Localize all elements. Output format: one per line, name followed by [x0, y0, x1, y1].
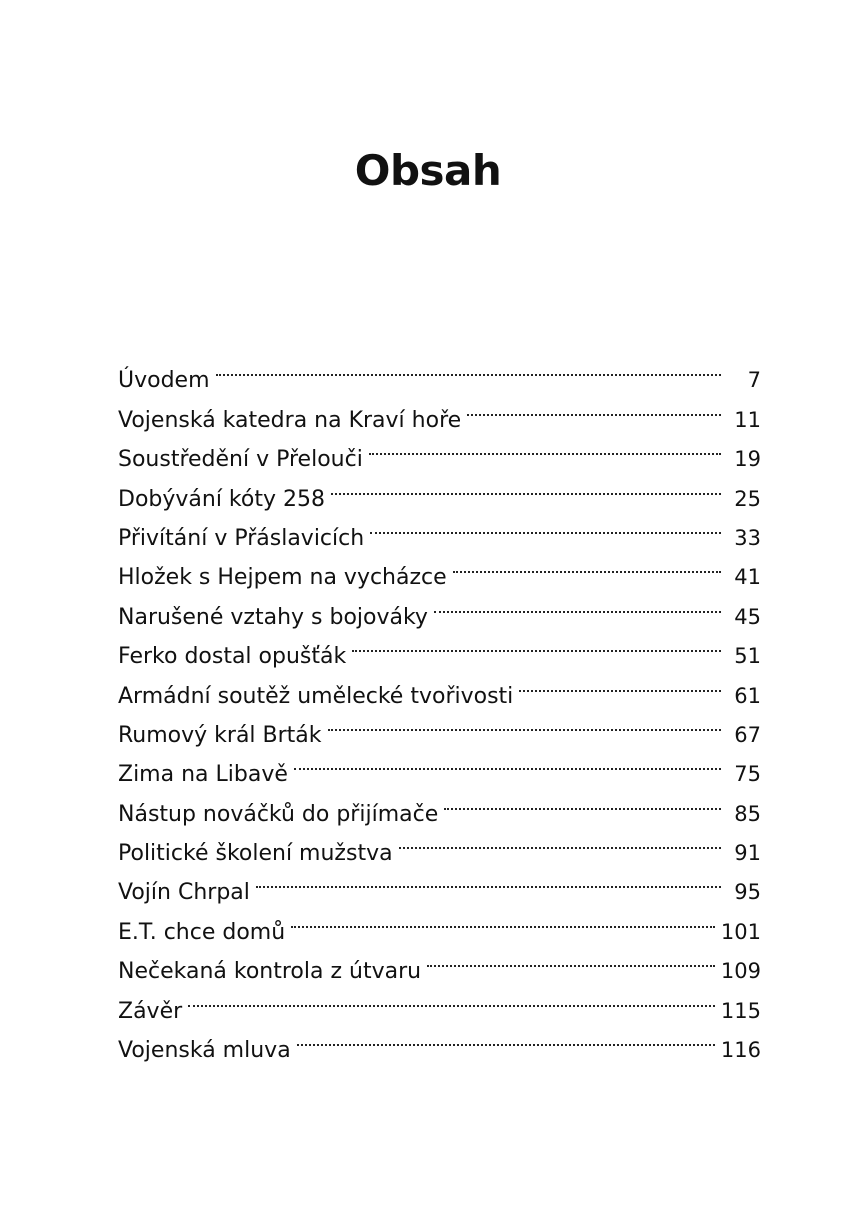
toc-dot-leader — [434, 584, 721, 623]
toc-entry-page: 25 — [734, 486, 761, 511]
toc-entry-page: 115 — [720, 998, 761, 1023]
toc-entry-title: Přivítání v Přáslavicích — [118, 525, 365, 551]
toc-entry-page: 67 — [734, 722, 761, 747]
toc-entry-page: 75 — [734, 762, 761, 787]
toc-entry-title: Dobývání kóty 258 — [118, 486, 325, 512]
toc-entry-title: Vojenská mluva — [118, 1038, 291, 1064]
toc-entry-page: 51 — [734, 644, 761, 669]
toc-entry-title: Narušené vztahy s bojováky — [118, 604, 428, 630]
toc-dot-leader — [453, 545, 721, 584]
toc-entry-page: 109 — [720, 959, 761, 984]
toc-entry-title: Úvodem — [118, 368, 210, 394]
toc-entry-title: Nástup nováčků do přijímače — [118, 801, 439, 827]
toc-dot-leader — [256, 860, 721, 899]
toc-entry-page: 85 — [734, 801, 761, 826]
toc-entry — [118, 1018, 761, 1064]
toc-dot-leader — [467, 387, 721, 426]
toc-entry-page: 116 — [720, 1038, 761, 1063]
toc-entry-title: Soustředění v Přelouči — [118, 447, 363, 473]
toc-entry-page: 101 — [720, 919, 761, 944]
toc-entry-title: Rumový král Brták — [118, 722, 322, 748]
toc-entry-page: 11 — [734, 407, 761, 432]
toc-dot-leader — [216, 348, 721, 387]
toc-entry-page: 95 — [734, 880, 761, 905]
toc-entry — [118, 348, 761, 394]
toc-entry-page: 33 — [734, 525, 761, 550]
toc-dot-leader — [444, 781, 721, 820]
toc-entry-title: Armádní soutěž umělecké tvořivosti — [118, 683, 514, 709]
toc-dot-leader — [294, 742, 721, 781]
toc-dot-leader — [291, 899, 715, 938]
toc-entry-title: Ferko dostal opušťák — [118, 644, 347, 670]
toc-entry-title: Nečekaná kontrola z útvaru — [118, 959, 422, 985]
toc-entry-title: Vojín Chrpal — [118, 880, 250, 906]
toc-dot-leader — [352, 624, 721, 663]
toc-dot-leader — [370, 506, 721, 545]
toc-entry-page: 19 — [734, 447, 761, 472]
toc-entry-title: Politické školení mužstva — [118, 841, 393, 867]
toc-entry-page: 61 — [734, 683, 761, 708]
toc-entry-title: Vojenská katedra na Kraví hoře — [118, 407, 462, 433]
toc-dot-leader — [427, 939, 715, 978]
toc-dot-leader — [331, 466, 721, 505]
toc-entry-page: 7 — [747, 368, 761, 393]
toc-dot-leader — [519, 663, 721, 702]
toc-entry — [118, 978, 761, 1024]
toc-dot-leader — [399, 821, 721, 860]
toc-dot-leader — [328, 703, 721, 742]
toc-entry-page: 45 — [734, 604, 761, 629]
table-of-contents — [118, 348, 761, 1064]
toc-entry-page: 41 — [734, 565, 761, 590]
toc-entry-page: 91 — [734, 841, 761, 866]
toc-entry-title: Hložek s Hejpem na vycházce — [118, 565, 447, 591]
toc-dot-leader — [297, 1018, 715, 1057]
toc-dot-leader — [369, 427, 721, 466]
toc-entry-title: Závěr — [118, 998, 183, 1024]
page-title: Obsah — [354, 146, 502, 195]
toc-entry-title: Zima na Libavě — [118, 762, 288, 788]
toc-dot-leader — [188, 978, 715, 1017]
toc-entry-title: E.T. chce domů — [118, 919, 286, 945]
